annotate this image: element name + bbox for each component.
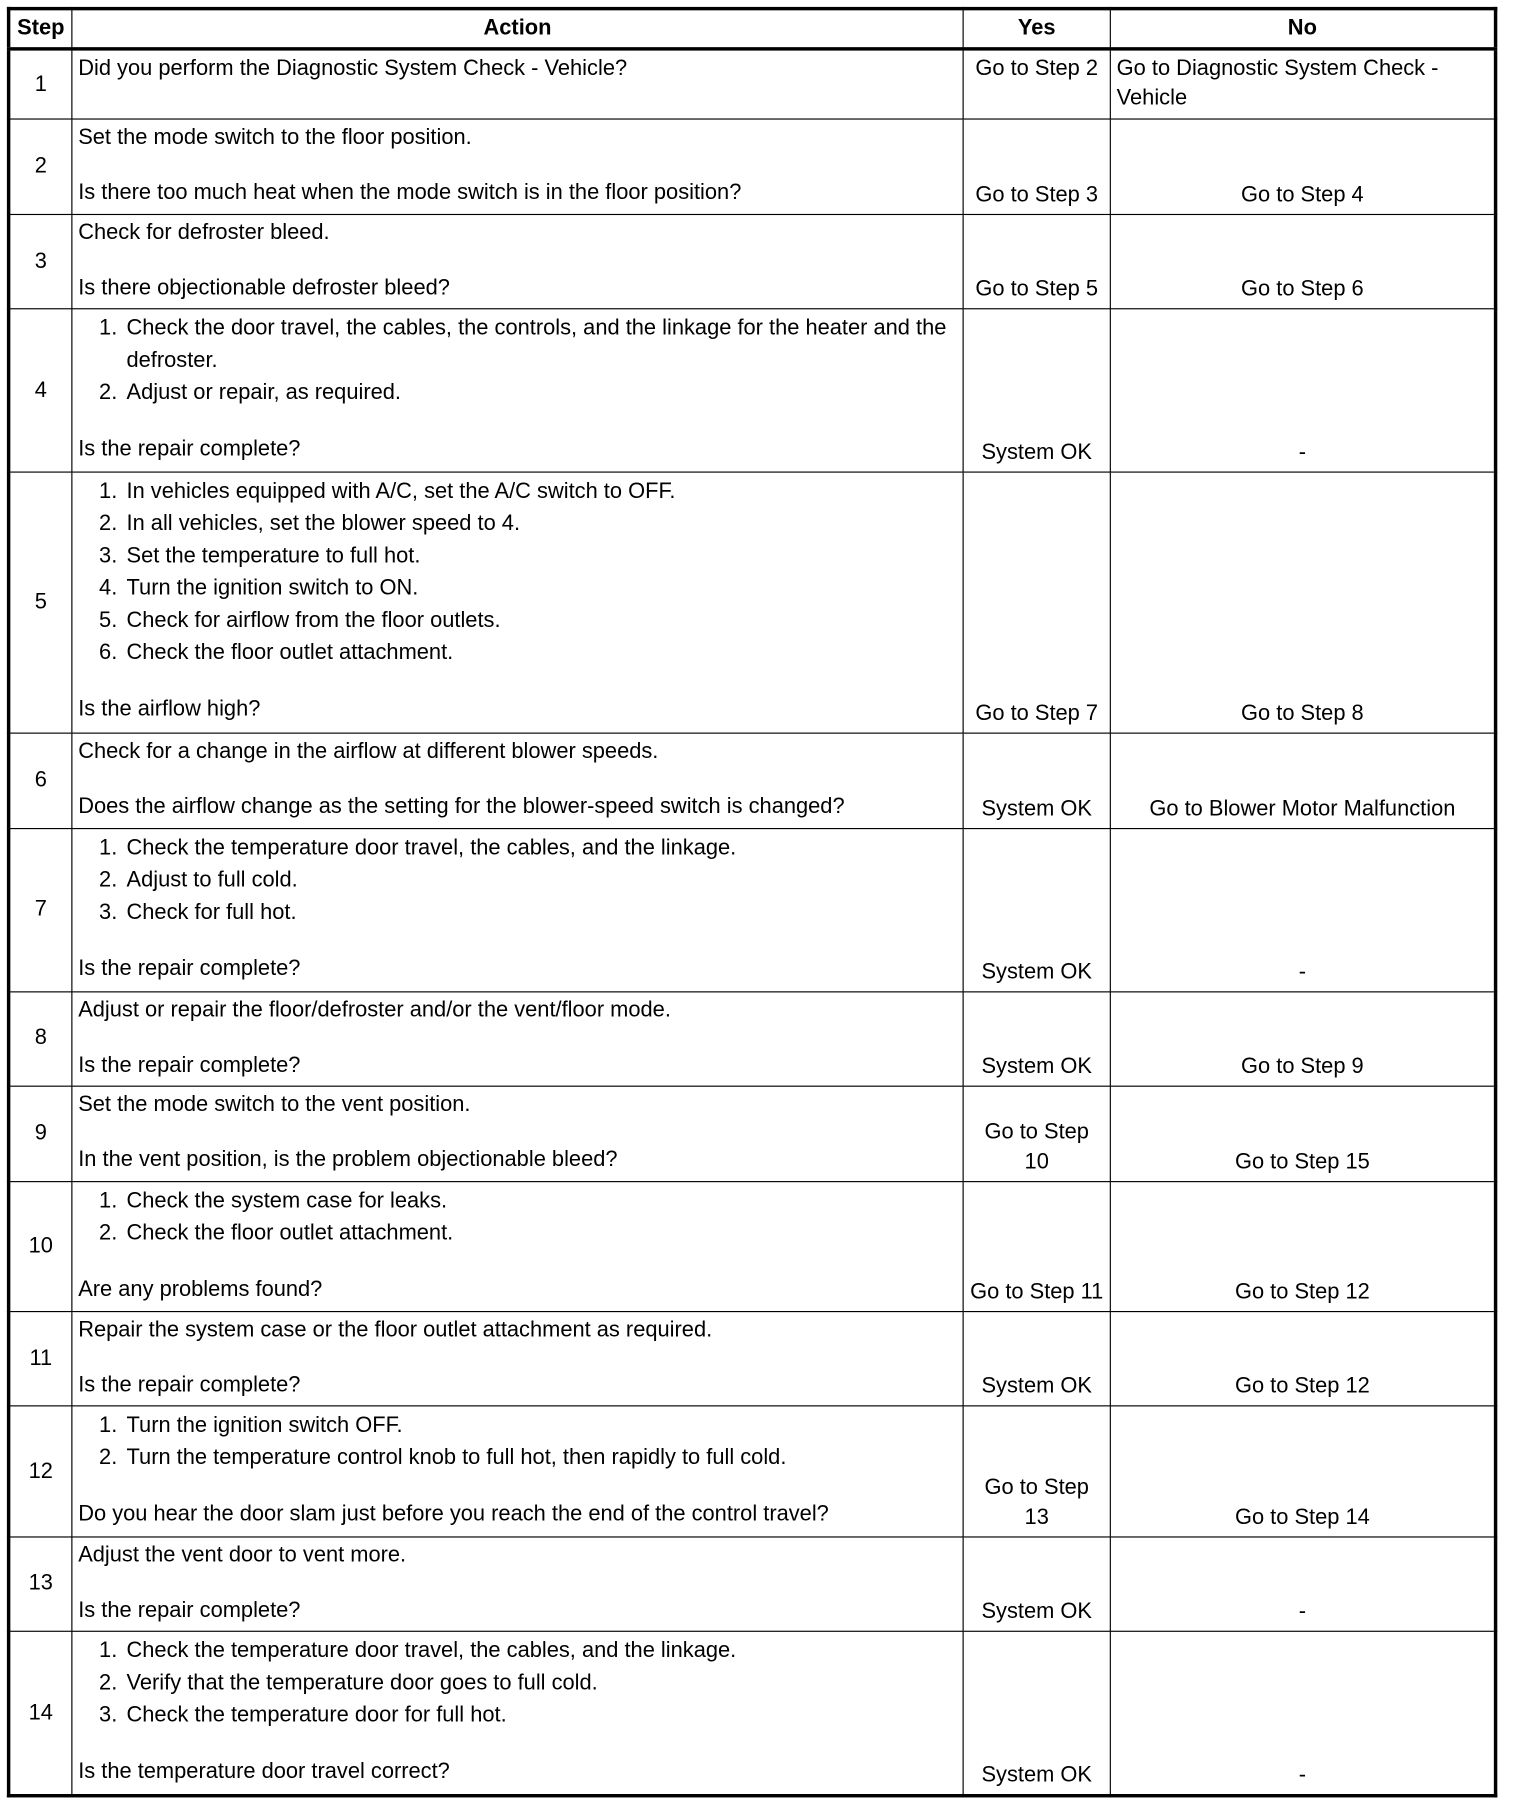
list-item bbox=[99, 1635, 957, 1667]
yes-result: System OK bbox=[963, 1631, 1110, 1795]
table-row bbox=[9, 1311, 1496, 1406]
list-item bbox=[99, 897, 957, 929]
spacer bbox=[78, 929, 957, 954]
table-row bbox=[9, 1536, 1496, 1631]
action-question: Does the airflow change as the setting for the blower-speed switch is changed? bbox=[78, 795, 845, 820]
header-yes: Yes bbox=[963, 9, 1110, 49]
list-item-text: Adjust to full cold. bbox=[126, 868, 298, 893]
yes-result: System OK bbox=[963, 309, 1110, 472]
no-result: Go to Blower Motor Malfunction bbox=[1110, 733, 1495, 828]
list-item-number: 1 . bbox=[92, 1410, 117, 1442]
list-item-text: Set the temperature to full hot. bbox=[126, 543, 421, 569]
yes-result: Go to Step 5 bbox=[963, 214, 1110, 309]
action-instruction: Set the mode switch to the floor position. bbox=[78, 125, 472, 150]
list-item bbox=[99, 573, 957, 605]
no-result: - bbox=[1110, 309, 1495, 472]
list-item-text: Turn the temperature control knob to full hot, then rapidly to full cold. bbox=[126, 1446, 787, 1471]
step-number: 11 bbox=[9, 1311, 72, 1406]
action-cell bbox=[72, 1406, 963, 1536]
action-cell bbox=[72, 991, 963, 1086]
spacer bbox=[78, 1120, 957, 1145]
list-item-number: 2 . bbox=[92, 1443, 117, 1475]
yes-result: Go to Step 11 bbox=[963, 1181, 1110, 1311]
table-row bbox=[9, 309, 1496, 472]
no-result: Go to Step 4 bbox=[1110, 119, 1495, 214]
no-result: Go to Step 15 bbox=[1110, 1086, 1495, 1181]
list-item-number: 1 . bbox=[92, 476, 117, 508]
header-action: Action bbox=[72, 9, 963, 49]
yes-result: Go to Step 3 bbox=[963, 119, 1110, 214]
list-item-number: 2 . bbox=[92, 1218, 117, 1250]
list-item-number: 3 . bbox=[92, 1700, 117, 1732]
action-cell bbox=[72, 1631, 963, 1795]
no-result: Go to Diagnostic System Check - Vehicle bbox=[1110, 49, 1495, 119]
spacer bbox=[78, 153, 957, 178]
action-question: Is the repair complete? bbox=[78, 1598, 301, 1623]
action-cell bbox=[72, 1181, 963, 1311]
no-result: Go to Step 12 bbox=[1110, 1311, 1495, 1406]
table-row bbox=[9, 49, 1496, 119]
table-body bbox=[9, 49, 1496, 1796]
action-cell bbox=[72, 309, 963, 472]
action-question: Is the airflow high? bbox=[78, 696, 261, 722]
action-steps-list bbox=[78, 1410, 957, 1474]
list-item bbox=[99, 1668, 957, 1700]
action-cell bbox=[72, 119, 963, 214]
action-instruction: Did you perform the Diagnostic System Check - Vehicle? bbox=[78, 56, 628, 81]
action-question: Is the repair complete? bbox=[78, 437, 301, 462]
table-row bbox=[9, 828, 1496, 991]
spacer bbox=[78, 1025, 957, 1050]
yes-result: System OK bbox=[963, 733, 1110, 828]
step-number: 10 bbox=[9, 1181, 72, 1311]
list-item bbox=[99, 637, 957, 669]
spacer bbox=[78, 669, 957, 694]
list-item bbox=[99, 832, 957, 864]
action-question: Do you hear the door slam just before you reach the end of the control travel? bbox=[78, 1502, 829, 1527]
list-item-text: Check the door travel, the cables, the controls, and the linkage for the heater and the defroster. bbox=[126, 316, 947, 373]
action-question: Is there too much heat when the mode switch is in the floor position? bbox=[78, 180, 742, 205]
step-number: 3 bbox=[9, 214, 72, 309]
action-cell bbox=[72, 214, 963, 309]
list-item bbox=[99, 1218, 957, 1250]
step-number: 12 bbox=[9, 1406, 72, 1536]
spacer bbox=[78, 1475, 957, 1500]
step-number: 13 bbox=[9, 1536, 72, 1631]
action-instruction: Adjust or repair the floor/defroster and/or the vent/floor mode. bbox=[78, 997, 671, 1022]
spacer bbox=[78, 1570, 957, 1595]
table-row bbox=[9, 1631, 1496, 1795]
action-question: Is the temperature door travel correct? bbox=[78, 1759, 450, 1784]
action-cell bbox=[72, 1311, 963, 1406]
list-item bbox=[99, 313, 957, 377]
header-step: Step bbox=[9, 9, 72, 49]
no-result: Go to Step 12 bbox=[1110, 1181, 1495, 1311]
step-number: 4 bbox=[9, 309, 72, 472]
action-question: Is the repair complete? bbox=[78, 1372, 301, 1398]
list-item bbox=[99, 1700, 957, 1732]
yes-result: System OK bbox=[963, 1311, 1110, 1406]
action-instruction: Repair the system case or the floor outlet attachment as required. bbox=[78, 1317, 713, 1342]
table-row bbox=[9, 472, 1496, 733]
no-result: Go to Step 9 bbox=[1110, 991, 1495, 1086]
action-instruction: Set the mode switch to the vent position. bbox=[78, 1092, 471, 1117]
table-row bbox=[9, 214, 1496, 309]
list-item-text: Check for full hot. bbox=[126, 900, 297, 925]
table-row bbox=[9, 1181, 1496, 1311]
list-item-number: 6 . bbox=[92, 637, 117, 669]
list-item-text: Verify that the temperature door goes to full cold. bbox=[126, 1671, 598, 1696]
list-item-number: 1 . bbox=[92, 1185, 117, 1217]
list-item-text: Check the temperature door travel, the cables, and the linkage. bbox=[126, 1638, 737, 1664]
action-cell bbox=[72, 49, 963, 119]
step-number: 14 bbox=[9, 1631, 72, 1795]
list-item-number: 4 . bbox=[92, 573, 117, 605]
no-result: Go to Step 14 bbox=[1110, 1406, 1495, 1536]
action-steps-list bbox=[78, 832, 957, 929]
list-item-number: 2 . bbox=[92, 865, 117, 897]
list-item-number: 1 . bbox=[92, 313, 117, 345]
table-row bbox=[9, 991, 1496, 1086]
table-row bbox=[9, 1086, 1496, 1181]
list-item bbox=[99, 1185, 957, 1217]
action-cell bbox=[72, 733, 963, 828]
list-item-text: In all vehicles, set the blower speed to 4. bbox=[126, 511, 521, 536]
diagnostic-table bbox=[7, 7, 1497, 1798]
action-steps-list bbox=[78, 313, 957, 410]
action-question: Is the repair complete? bbox=[78, 956, 301, 981]
yes-result: Go to Step 7 bbox=[963, 472, 1110, 733]
yes-result: System OK bbox=[963, 991, 1110, 1086]
yes-result: Go to Step 2 bbox=[963, 49, 1110, 119]
action-instruction: Check for a change in the airflow at different blower speeds. bbox=[78, 739, 659, 764]
action-steps-list bbox=[78, 1635, 957, 1732]
spacer bbox=[78, 1345, 957, 1370]
list-item-number: 2 . bbox=[92, 508, 117, 540]
action-cell bbox=[72, 828, 963, 991]
list-item-text: Check the floor outlet attachment. bbox=[126, 1220, 454, 1246]
action-instruction: Adjust the vent door to vent more. bbox=[78, 1542, 407, 1567]
list-item-number: 5 . bbox=[92, 605, 117, 637]
step-number: 6 bbox=[9, 733, 72, 828]
spacer bbox=[78, 410, 957, 435]
table-row bbox=[9, 1406, 1496, 1536]
list-item bbox=[99, 865, 957, 897]
table-row bbox=[9, 119, 1496, 214]
list-item bbox=[99, 508, 957, 540]
action-cell bbox=[72, 1086, 963, 1181]
list-item bbox=[99, 540, 957, 572]
no-result: - bbox=[1110, 1536, 1495, 1631]
list-item-number: 3 . bbox=[92, 540, 117, 572]
step-number: 1 bbox=[9, 49, 72, 119]
list-item-text: Check the system case for leaks. bbox=[126, 1188, 448, 1213]
no-result: - bbox=[1110, 1631, 1495, 1795]
spacer bbox=[78, 1250, 957, 1275]
list-item bbox=[99, 605, 957, 637]
action-question: Are any problems found? bbox=[78, 1277, 323, 1302]
list-item-number: 2 . bbox=[92, 378, 117, 410]
yes-result: System OK bbox=[963, 828, 1110, 991]
yes-result: Go to Step 10 bbox=[963, 1086, 1110, 1181]
list-item bbox=[99, 476, 957, 508]
action-question: In the vent position, is the problem objectionable bleed? bbox=[78, 1147, 618, 1173]
list-item bbox=[99, 1410, 957, 1442]
step-number: 5 bbox=[9, 472, 72, 733]
list-item-text: Check the temperature door for full hot. bbox=[126, 1703, 507, 1728]
action-steps-list bbox=[78, 1185, 957, 1249]
spacer bbox=[78, 1732, 957, 1757]
step-number: 7 bbox=[9, 828, 72, 991]
list-item-text: Check the floor outlet attachment. bbox=[126, 640, 454, 665]
step-number: 9 bbox=[9, 1086, 72, 1181]
spacer bbox=[78, 767, 957, 792]
action-cell bbox=[72, 472, 963, 733]
list-item bbox=[99, 378, 957, 410]
action-instruction: Check for defroster bleed. bbox=[78, 220, 330, 245]
action-cell bbox=[72, 1536, 963, 1631]
step-number: 2 bbox=[9, 119, 72, 214]
list-item-number: 1 . bbox=[92, 1635, 117, 1667]
no-result: Go to Step 6 bbox=[1110, 214, 1495, 309]
no-result: - bbox=[1110, 828, 1495, 991]
list-item-text: Check the temperature door travel, the cables, and the linkage. bbox=[126, 835, 737, 861]
list-item-text: Check for airflow from the floor outlets. bbox=[126, 608, 501, 633]
spacer bbox=[78, 248, 957, 273]
no-result: Go to Step 8 bbox=[1110, 472, 1495, 733]
step-number: 8 bbox=[9, 991, 72, 1086]
list-item-number: 2 . bbox=[92, 1668, 117, 1700]
list-item-text: Turn the ignition switch OFF. bbox=[126, 1413, 403, 1438]
header-row bbox=[9, 9, 1496, 49]
header-no: No bbox=[1110, 9, 1495, 49]
action-question: Is there objectionable defroster bleed? bbox=[78, 275, 450, 300]
action-question: Is the repair complete? bbox=[78, 1052, 301, 1078]
list-item-text: Turn the ignition switch to ON. bbox=[126, 576, 419, 601]
list-item-number: 1 . bbox=[92, 832, 117, 864]
yes-result: Go to Step 13 bbox=[963, 1406, 1110, 1536]
list-item-text: In vehicles equipped with A/C, set the A/C switch to OFF. bbox=[126, 479, 676, 504]
action-steps-list bbox=[78, 476, 957, 669]
list-item bbox=[99, 1443, 957, 1475]
list-item-text: Adjust or repair, as required. bbox=[126, 380, 401, 406]
yes-result: System OK bbox=[963, 1536, 1110, 1631]
table-row bbox=[9, 733, 1496, 828]
list-item-number: 3 . bbox=[92, 897, 117, 929]
